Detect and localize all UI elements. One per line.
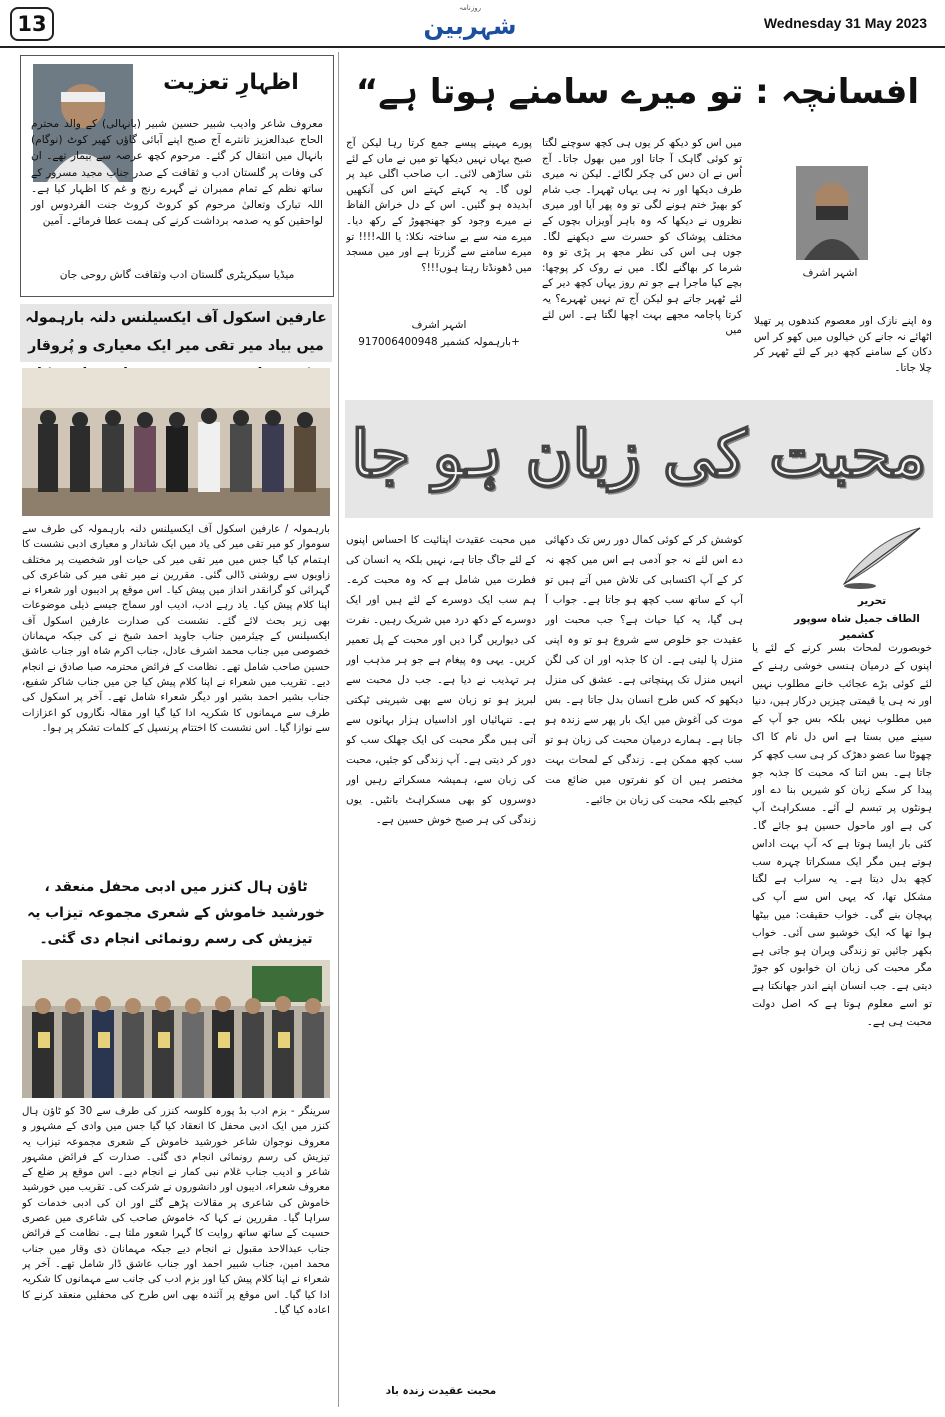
book-launch-photo-icon bbox=[22, 960, 330, 1098]
quill-pen-icon bbox=[820, 524, 930, 590]
townhall-news-body: سرینگر - بزم ادب بڈ پورہ کلوسہ کنزر کی طرف سے 30 کو ٹاؤن ہال کنزر میں ایک ادبی محفل کا انعقاد کیا گیا جس میں وادی کے مشہور و معروف نوجوان شاعر خورشید خاموش کے شعری مجموعہ تیزاب یہ تیزیش کی رسم رونمائی انجام دی گئی۔ صدارت کے فرائض مشہور شاعر و ادیب جناب غلام نبی کمار نے انجام دیے۔ اس موقع پر ضلع کے معروف شعراء، ادیبوں اور دانشوروں نے شرکت کی۔ تقریب میں خورشید خاموش کی شاعری پر مقالات پڑھے گئے اور ان کی ادبی خدمات کو سراہا گیا۔ مقررین نے کہا کہ خاموش صاحب کی شاعری میں عصری حسیت کے ساتھ ساتھ روایت کا گہرا شعور ملتا ہے۔ نظامت کے فرائض جناب عبدالاحد مقبول نے انجام دیے جبکہ مہمانان ذی وقار میں جناب محمد امین، جناب شبیر احمد اور جناب عاشق ڈار شامل تھے۔ آخر پر شعراء نے اپنا کلام پیش کیا اور بزم ادب کی جانب سے مہمانوں کا شکریہ ادا کیا گیا۔ اس موقع پر آئندہ بھی اس طرح کی محفلیں منعقد کرنے کا اعادہ کیا گیا۔ bbox=[22, 1106, 330, 1316]
condolence-title: اظہارِ تعزیت bbox=[163, 70, 299, 95]
author-portrait-icon bbox=[796, 166, 868, 260]
muhabbat-col2: کوشش کر کے کوئی کمال دور رس تک دکھائی دے اس لئے نہ جو آدمی ہے اس میں کچھ نہ کر کے آپ اکتسابی کی تلاش میں آتے ہیں تو آپ کے ساتھ سب کچھ ہو جاتا ہے۔ جواب آ ہی گیا، یہ کیا حیات ہے؟ جب محبت اور عقیدت جو خلوص سے شروع ہو تو وہ اپنی منزل پا لیتی ہے۔ ان کا جذبہ اور ان کی لگن انہیں منزل تک پہنچاتی ہے۔ عشق کی منزل دیکھو کہ کس طرح انسان بدل جاتا ہے۔ بس موت کی آغوش میں ایک بار پھر سے زندہ ہو جانا ہے۔ ہمارے درمیان محبت کی زبان ہو تو سب کچھ ممکن ہے۔ زندگی کے لمحات بہت مختصر ہیں ان کو نفرتوں میں ضائع مت کیجیے بلکہ محبت کی زبان بن جائیے۔ bbox=[545, 534, 743, 806]
school-news-body: بارہمولہ / عارفین اسکول آف ایکسیلنس دلنہ بارہمولہ کی طرف سے سوموار کو میر تقی میر کی یاد میں ایک شاندار و معیاری ادبی نشست کا اہتمام کیا گیا جس میں میر تقی میر کی حیات اور شخصیت پر مختلف زاویوں سے روشنی ڈالی گئی۔ مقررین نے میر تقی میر کی شاعری کی گہرائی کو گرانقدر انداز میں پیش کیا۔ اس موقع پر ادیبوں اور شعراء نے اپنا کلام پیش کیا۔ یاد رہے ادب، ادیب اور سماج جیسے ذیلی موضوعات بھی زیر بحث لائے گئے۔ نشست کی صدارت عارفین اسکول آف ایکسیلنس کے چیئرمین جناب جاوید احمد شیخ نے کی جبکہ مہمانان خصوصی میں جناب محمد اشرف عادل، جناب اکرم شاہ اور جناب عاشق حسین صاحب شامل تھے۔ نظامت کے فرائض محترمہ صبا صادق نے انجام دیے۔ تقریب میں شعراء نے اپنا کلام پیش کیا جن میں جناب شاکر شفیع، جناب بشیر احمد بشیر اور دیگر شعراء شامل تھے۔ آخر پر اسکول کی طرف سے مہمانوں کا شکریہ ادا کیا گیا اور مقالہ نگاروں کو اعزازات سے نوازا گیا۔ اس نشست کا اختتام پرنسپل کے کلمات تشکر پر ہوا۔ bbox=[22, 524, 330, 734]
school-headline: عارفین اسکول آف ایکسیلنس دلنہ بارہمولہ میں بیاد میر تقی میر ایک معیاری و پُروقار bbox=[20, 304, 332, 362]
masthead-logo bbox=[410, 4, 530, 42]
afsancha-col2: میں اس کو دیکھ کر یوں ہی کچھ سوچنے لگتا تو کوئی گاہک آ جاتا اور میں بھول جاتا۔ آج اُس نے ان دس کی چکر لگائے۔ لیکن نہ میری طرف دیکھا اور نہ ہی یہاں ٹھہرا۔ جب شام کو بھیڑ ختم ہونے لگی تو وہ پھر آیا اور میری نظروں نے دیکھا کہ وہ باہر آویزاں بچوں کے مختلف پوشاک کو حسرت سے دیکھنے لگا۔ جوں ہی اس کی نظر مجھ پر پڑی تو وہ شرما کر بھاگنے لگا۔ میں نے روک کر پوچھا: بچے کیا ماجرا ہے جو تم روز یہاں کچھ دیر کے لئے ٹھہر جاتے ہو لیکن آج تم نہیں ٹھہرے؟ یہ کرتا پاجامہ مجھے بہت اچھا لگتا ہے۔ اس لئے میں bbox=[542, 137, 742, 337]
page-header bbox=[0, 0, 945, 48]
byline-label: تحریر bbox=[857, 595, 887, 607]
afsancha-phone: 917006400948+ bbox=[358, 336, 520, 348]
quill-image bbox=[820, 524, 930, 590]
author-photo bbox=[796, 166, 868, 260]
afsancha-contact bbox=[346, 334, 532, 350]
muhabbat-title: محبت کی زبان ہو جا bbox=[345, 400, 933, 518]
muhabbat-col3: میں محبت عقیدت اپنائیت کا احساس اپنوں کے لئے جاگ جاتا ہے، نہیں بلکہ یہ انسان کی فطرت میں شامل ہے کہ وہ محبت کرے۔ ہم سب ایک دوسرے کے لئے ہیں اور ایک دوسرے کے دکھ درد میں شریک رہیں۔ نفرت کی دیواریں گرا دیں اور محبت کے پل تعمیر کریں۔ یہی وہ پیغام ہے جو ہر مذہب اور ہر تہذیب نے دیا ہے۔ جب دل محبت سے لبریز ہو تو زبان سے بھی شیرینی ٹپکتی ہے۔ تنہائیاں اور اداسیاں ہزار بہانوں سے آتی ہیں مگر محبت کی ایک جھلک سب کو دور کر دیتی ہے۔ آپ زندگی کو جئیں، محبت کی زبان سے، ہمیشہ مسکراتے رہیں اور دوسروں کو بھی مسکراہٹ بانٹیں۔ یوں زندگی کی ہر صبح خوش حسین ہے۔ bbox=[346, 534, 536, 826]
byline-name: الطاف جمیل شاہ سوپور کشمیر bbox=[794, 613, 920, 641]
column-divider bbox=[338, 52, 339, 1407]
author-caption: اشہر اشرف bbox=[802, 267, 858, 279]
afsancha-signature: اشہر اشرف bbox=[411, 319, 467, 331]
afsancha-col3: پورے مہینے پیسے جمع کرتا رہا لیکن آج صبح یہاں نہیں دیکھا تو میں نے ماں کے لئے نئی ساڑھی لائی۔ اب صاحب اگلی عید پر لوں گا۔ یہ کہتے کہتے اس کی آنکھیں آبدیدہ ہو گئیں۔ اس کے دل خراش الفاظ نے میرے وجود کو جھنجھوڑ کے رکھ دیا۔ میرے منہ سے بے ساختہ نکلا: یا اللہ!!!! تو میرے سامنے سے گزرتا ہے اور میں مسجد میں ڈھونڈتا رہتا ہوں!!!؟ bbox=[346, 137, 532, 274]
school-event-photo bbox=[22, 368, 330, 516]
issue-date: Wednesday 31 May 2023 bbox=[763, 15, 927, 31]
muhabbat-col1: خوبصورت لمحات بسر کرنے کے لئے یا اپنوں کے درمیان ہنسی خوشی رہنے کے لئے کوئی بڑے عجائب خانے مطلوب نہیں اور نہ ہی یا قیمتی چیزیں درکار ہیں، دنیا میں مطلوب نہیں بلکہ بس جو آپ کے سینے میں بستا ہے اس دل نام کا اک چھوٹا سا عضو دھڑک کر ہی سب کچھ کر جاتا ہے۔ بس اتنا کہ محبت کا جذبہ جو پیدا کر سکے زبان کو شیریں بنا دے اور ہونٹوں پر تبسم لے آئے۔ مسکراہٹ آپ کی ہے اور ماحول حسین ہو جائے گا۔ کئی بار ایسا ہوتا ہے کہ آپ بہت اداس ہوتے ہیں مگر ایک مسکراتا چہرہ سب کچھ بدل دیتا ہے۔ یہ سراب ہے لگتا مشکل تھا، کہ یہی اس سے آپ کی پہچان بنے گی۔ خواب حقیقت: میں بیٹھا ہوا تھا کہ ایک خوشبو سی آئی۔ خواب بکھر جائیں تو زندگی ویران ہو جاتی ہے مگر محبت کی زبان ان خوابوں کو جوڑ دیتی ہے۔ جب انسان اپنے اندر جھانکتا ہے تو اسے معلوم ہوتا ہے کہ اصل دولت محبت ہی ہے۔ bbox=[752, 642, 932, 1028]
condolence-signature: میڈیا سیکریٹری گلستان ادب وثقافت گاش روحی جان bbox=[59, 269, 295, 281]
afsancha-title: افسانچہ : تو میرے سامنے ہوتا ہے“ bbox=[355, 72, 920, 112]
afsancha-col1: وہ اپنے نازک اور معصوم کندھوں پر تھیلا اٹھائے نہ جانے کن خیالوں میں کھو کر اس دکان کے سامنے کچھ دیر کے لئے ٹھہر کر چلا جاتا۔ bbox=[754, 315, 932, 374]
condolence-body: معروف شاعر وادیب شبیر حسین شبیر (بانہالی) کے والد محترم الحاج عبدالعزیز تانترے آج صبح اپنے آبائی گاؤں کھیر کوٹ (نوگام) بانہال میں انتقال کر گئے۔ مرحوم کچھ عرصہ سے بیمار تھے۔ ان کی وفات پر گلستان ادب و ثقافت کے صدر جناب مجید مسرور کے ساتھ نظم کے تمام ممبران نے گہرے رنج و غم کا اظہار کیا ہے۔ اللہ تبارک وتعالیٰ مرحوم کو کروٹ کروٹ جنت الفردوس اور لواحقین کو یہ صدمہ برداشت کرنے کی ہمت عطا فرمائے۔ آمین bbox=[31, 118, 323, 228]
masthead-title: شہربین bbox=[423, 12, 517, 40]
townhall-headline: ٹاؤن ہال کنزر میں ادبی محفل منعقد ، خورشید خاموش کے شعری مجموعہ تیزاب یہ تیزیش کی رسم رونمائی انجام دی گئی۔ bbox=[27, 879, 325, 947]
page-number: 13 bbox=[10, 7, 54, 41]
townhall-event-photo bbox=[22, 960, 330, 1098]
group-photo-icon bbox=[22, 368, 330, 516]
masthead-sub: روزنامہ bbox=[458, 4, 482, 12]
afsancha-place: بارہمولہ کشمیر bbox=[440, 336, 512, 348]
condolence-box bbox=[20, 55, 334, 297]
muhabbat-closing: محبت عقیدت زندہ باد bbox=[385, 1385, 497, 1397]
